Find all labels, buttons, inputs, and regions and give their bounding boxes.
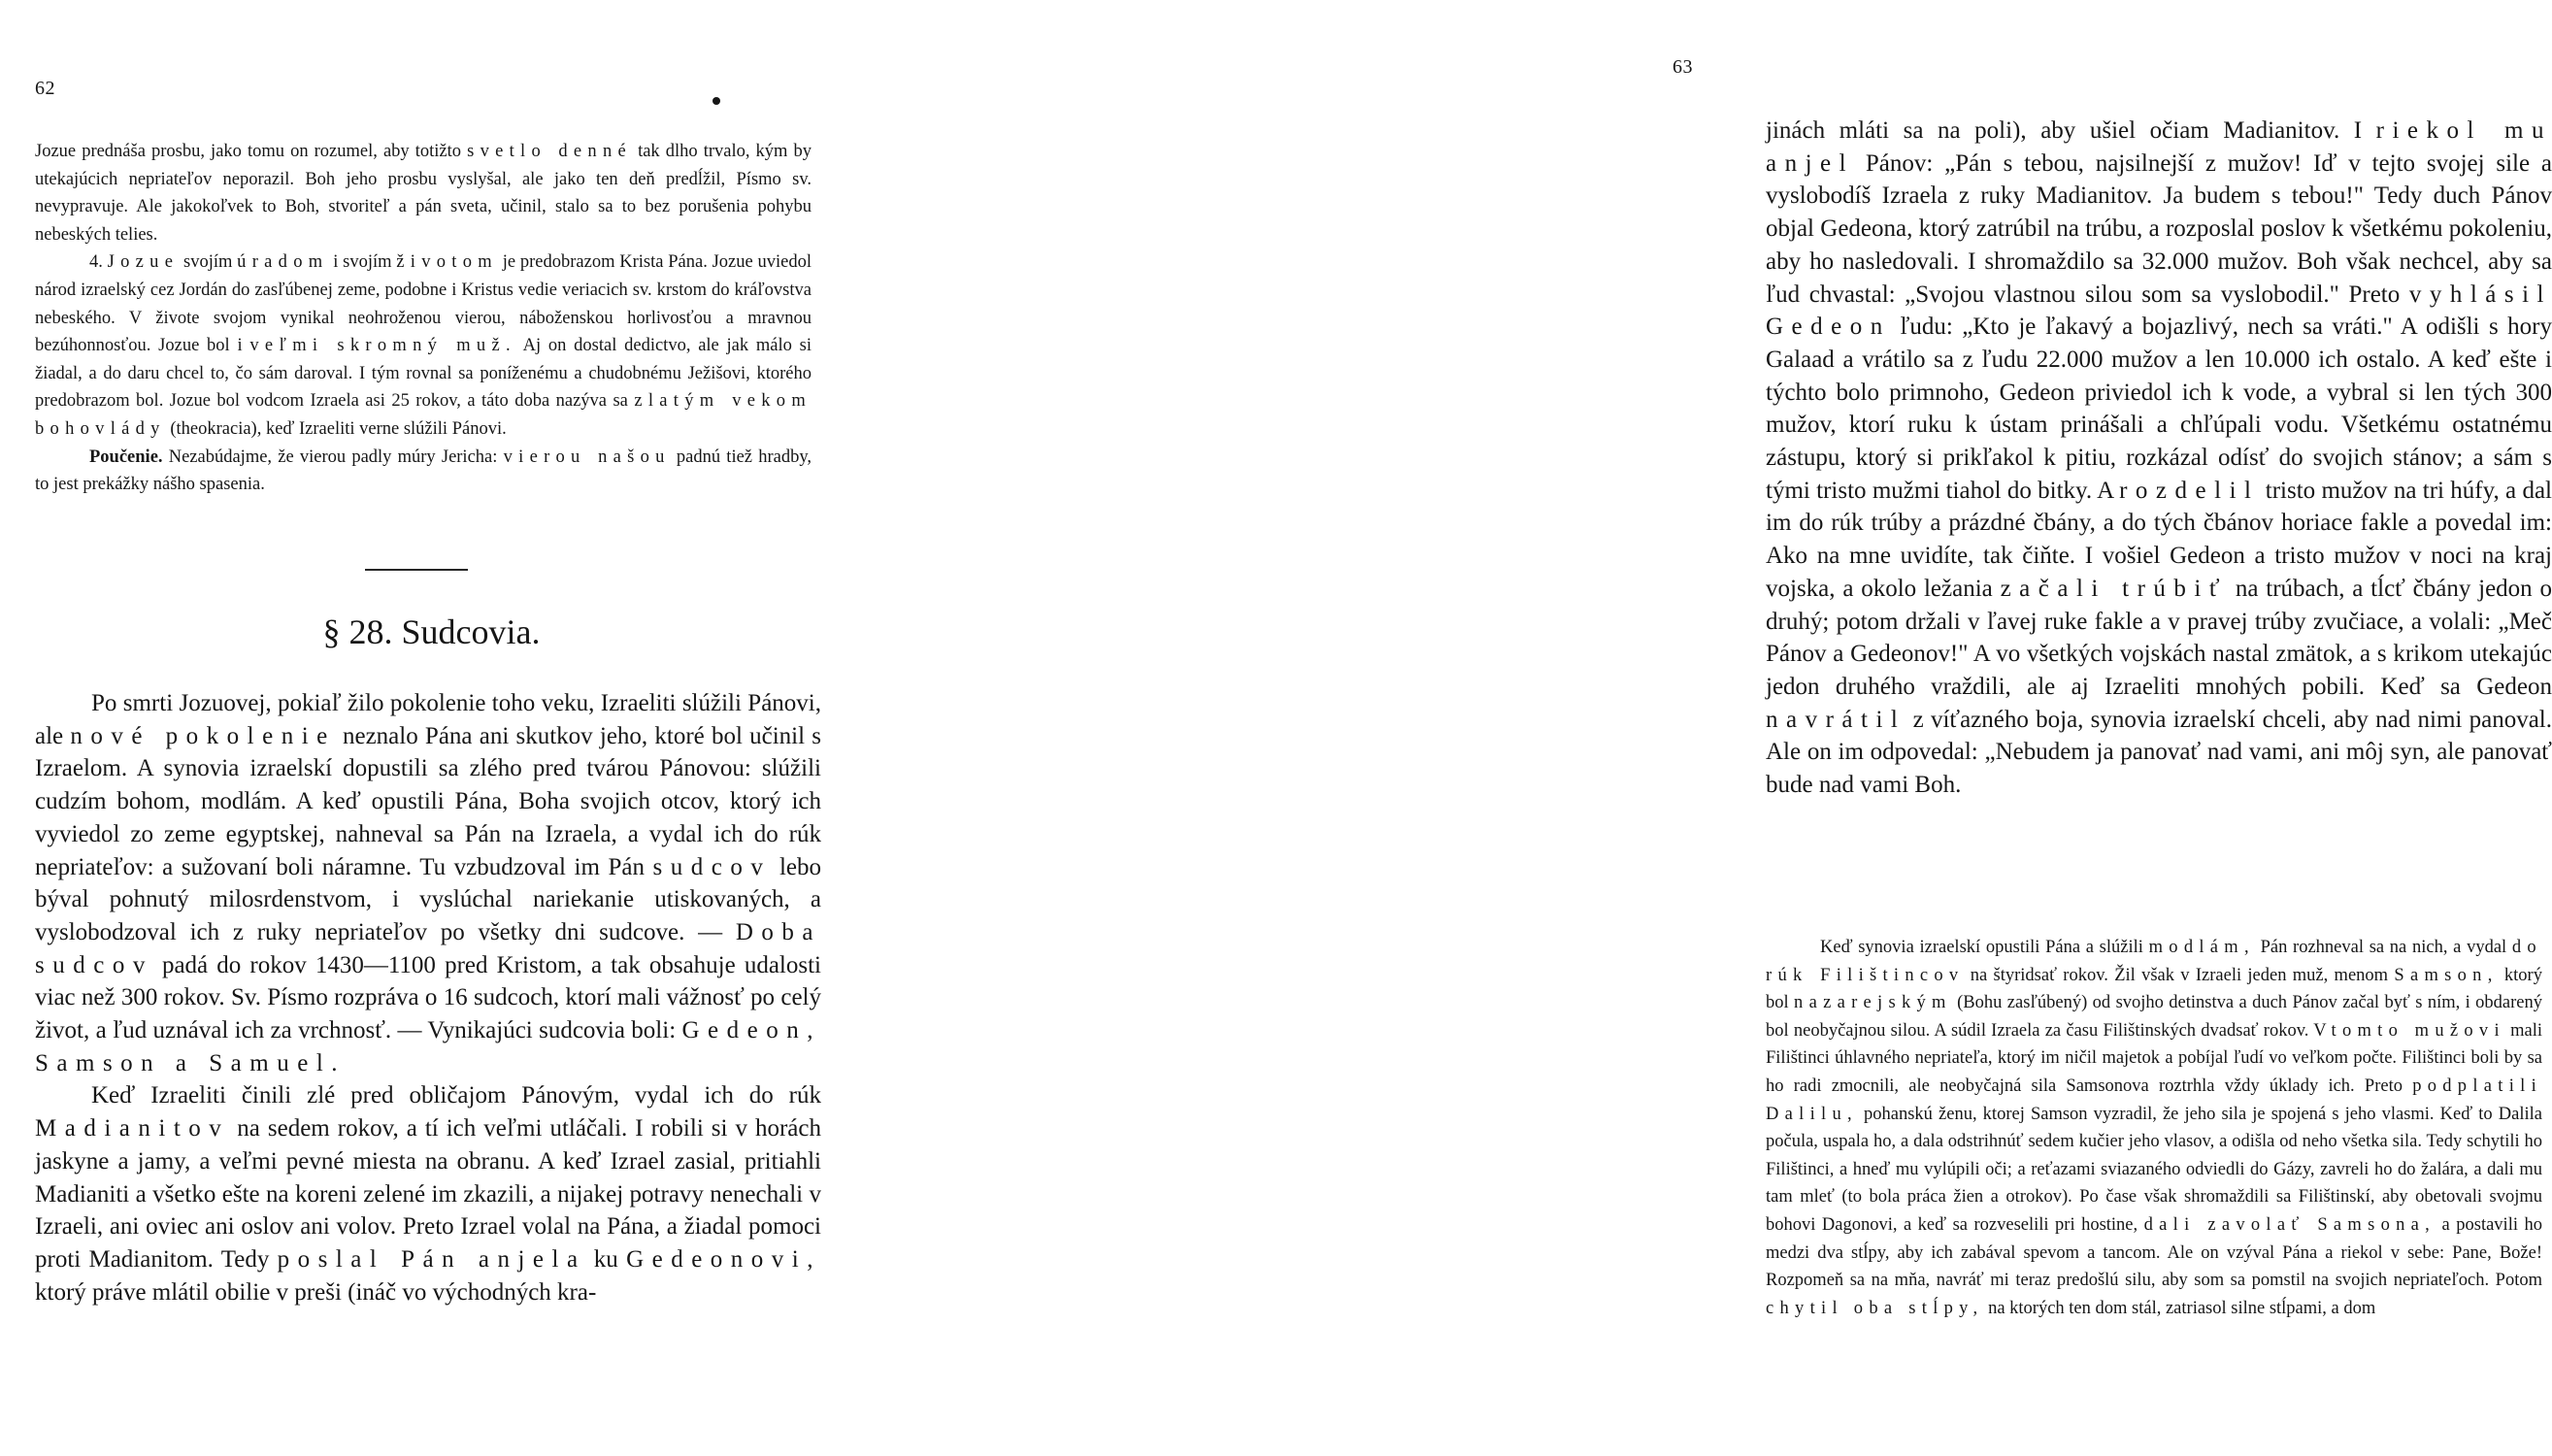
left-page-small-text [35,138,812,499]
left-page [0,0,863,1456]
text-segment: ku [585,1245,627,1273]
text-segment: Po smrti Jozuovej, pokiaľ žilo pokolenie toho veku, Izraeliti slúžili Pánovi, ale [35,690,821,749]
text-segment: (Bohu zasľúbený) od svojho detinstva a duch Pánov začal byť s ním, i obdarený bol neobyčajnou silou. A súdil Izraela za času Filištinských dvadsať rokov. V [1766,993,2543,1041]
right-page-small-text [1766,934,2542,1322]
text-segment: Keď Izraeliti činili zlé pred obličajom Pánovým, vydal ich do rúk [91,1082,821,1109]
paragraph [1766,934,2542,1322]
spaced-emphasis-text: riekol mu anjel [1766,117,2552,177]
left-page-main-text [35,687,821,1308]
paragraph [35,248,812,443]
spaced-emphasis-text: úradom [237,252,329,273]
text-segment: Jozue prednáša prosbu, jako tomu on rozumel, aby totižto [35,142,468,161]
right-page [863,0,2552,1456]
text-segment: pohanskú ženu, ktorej Samson vyzradil, že jeho sila je spojená s jeho vlasmi. Keď to Dalila počula, uspala ho, a dala odstrihnúť sedem kučier jeho vlasov, a odišla od neho všetka sila. Tedy schytili ho Filištinci, a hneď mu vylúpili oči; a reťazami sviazaného odviedli do Gázy, zavreli ho do žalára, a dali mu tam mleť (to bola práca žien a otrokov). Po čase však shromaždili sa Filištinskí, aby obetovali svojmu bohovi Dagonovi, a keď sa rozveselili pri hostine, [1766,1104,2542,1235]
right-page-main-text [1766,115,2552,802]
text-segment: Pán rozhneval sa na nich, a vydal [2254,938,2512,957]
text-segment: padá do rokov 1430—1100 pred Kristom, a tak obsahuje udalosti viac než 300 rokov. Sv. Písmo rozpráva o 16 sudcoch, ktorí mali vážnosť po celý život, a ľud uznával ich za vrchnosť. — Vynikajúci sudcovia boli: [35,951,821,1044]
spaced-emphasis-text: nové pokolenie [70,722,336,749]
spaced-emphasis-text: dali zavolať Samsona, [2143,1214,2436,1235]
text-segment: ľudu: „Kto je ľakavý a bojazlivý, nech sa vráti." A odišli s hory Galaad a vrátilo sa z ľudu 22.000 mužov a len 10.000 ich ostalo. A keď ešte i týchto bolo primnoho, Gedeon priviedol ich k vode, a vybral si len tých 300 mužov, ktorí ruku k ústam prinášali a chľúpali vodu. Všetkému ostatnému zástupu, ktorý si prikľakol k pitiu, rozkázal odísť do svojich stánov; a sám s tými tristo mužmi tiahol do bitky. A [1766,314,2552,504]
spaced-emphasis-text: Gedeonovi, [626,1245,822,1273]
spaced-emphasis-text: sudcov [652,853,772,880]
section-heading: § 28. Sudcovia. [322,612,541,651]
spaced-emphasis-text: podplatili Dalilu, [1766,1075,2542,1124]
spaced-emphasis-text: Gedeon, Samson a Samuel. [35,1017,821,1076]
text-segment: Nezabúdajme, že vierou padly múry Jericha: [162,447,504,467]
bold-label-text: Poučenie. [89,447,163,467]
paragraph [35,1079,821,1308]
text-segment: tristo mužov na tri húfy, a dal im do rúk trúby a prázdné čbány, a do tých čbánov horiace fakle a povedal im: Ako na mne uvidíte, tak čiňte. I vošiel Gedeon a tristo mužov v noci na kraj vojska, a okolo ležania [1766,477,2552,602]
section-divider-rule [365,569,468,571]
text-segment: lebo býval pohnutý milosrdenstvom, i vyslúchal nariekanie utiskovaných, a vyslobodzoval ich z ruky nepriateľov po všetky dni sudcove. — [35,853,821,945]
spaced-emphasis-text: Samson, [2394,965,2499,985]
spaced-emphasis-text: rozdelil [2119,477,2260,504]
spaced-emphasis-text: nazarejským [1794,993,1952,1013]
text-segment: na trúbach, a tĺcť čbány jedon o druhý; potom držali v ľavej ruke fakle a v pravej trúby zvučiace, a volali: „Meč Pánov a Gedeonov!" A vo všetkých vojskách nastal zmätok, a s krikom utekajúc jedon druhého vraždili, ale aj Izraeliti mnohých pobili. Keď sa Gedeon [1766,575,2552,700]
spaced-emphasis-text: modlám, [2148,938,2255,957]
text-segment: z víťazného boja, synovia izraelskí chceli, aby nad nimi panoval. Ale on im odpovedal: „Nebudem ja panovať nad vami, ani môj syn, ale panovať bude nad vami Boh. [1766,706,2552,799]
text-segment: na ktorých ten dom stál, zatriasol silne stĺpami, a dom [1983,1298,2376,1318]
text-segment: neznalo Pána ani skutkov jeho, ktoré bol učinil s Izraelom. A synovia izraelskí dopustili sa zlého pred tvárou Pánovou: slúžili cudzím bohom, modlám. A keď opustili Pána, Boha svojich otcov, ktorý ich vyviedol zo zeme egyptskej, nahneval sa Pán na Izraela, a vydal ich do rúk nepriateľov: a sužovaní boli náramne. Tu vzbudzoval im Pán [35,722,821,880]
right-page-number: 63 [1673,56,1693,78]
text-segment: na sedem rokov, a tí ich veľmi utláčali. I robili si v horách jaskyne a jamy, a veľmi pevné miesta na obranu. A keď Izrael zasial, pritiahli Madianiti a všetko ešte na koreni zelené im zkazili, a nijakej potravy nenechali v Izraeli, ani oviec ani oslov ani volov. Preto Izrael volal na Pána, a žiadal pomoci proti Madianitom. Tedy [35,1115,821,1273]
text-segment: je predobrazom Krista Pána. Jozue uviedol národ izraelský cez Jordán do zasľúbenej zeme, podobne i Kristus vedie veriacich sv. krstom do kráľovstva nebeského. V živote svojom vynikal neohroženou vierou, náboženskou horlivosťou a mravnou bezúhonnosťou. Jozue bol i [35,252,812,356]
text-segment: ktorý bol [1766,965,2542,1013]
paragraph [35,138,812,248]
paragraph [35,444,812,499]
text-segment: tak dlho trvalo, kým by utekajúcich nepriateľov neporazil. Boh jeho prosbu vyslyšal, ale jako ten deň predĺžil, Písmo sv. nevypravuje. Ale jakokoľvek to Boh, stvoriteľ a pán sveta, učinil, stalo sa to bez porušenia pohybu nebeských telies. [35,142,812,245]
text-segment: mali Filištinci úhlavného nepriateľa, ktorý im ničil majetok a pobíjal ľudí vo veľkom počte. Filištinci boli by sa ho radi zmocnili, ale neobyčajná sila Samsonova roztrhla vždy úklady ich. Preto [1766,1020,2542,1096]
spaced-emphasis-text: Doba sudcov [35,918,821,978]
spaced-emphasis-text: Jozue [107,252,180,273]
spaced-emphasis-text: tomto mužovi [2331,1020,2505,1041]
spaced-emphasis-text: chytil oba stĺpy, [1766,1298,1984,1318]
text-segment: Aj on dostal dedictvo, ale jak málo si žiadal, a do daru chcel to, čo sám daroval. I tým rovnal sa poníženému a chudobnému Ježišovi, ktorého predobrazom bol. Jozue bol vodcom Izraela asi 25 rokov, a táto doba nazýva sa [35,336,812,412]
text-segment: padnú tiež hradby, to jest prekážky nášho spasenia. [35,447,812,495]
text-segment: na štyridsať rokov. Žil však v Izraeli jeden muž, menom [1964,965,2395,985]
spaced-emphasis-text: vyhlásil Gedeon [1766,281,2552,341]
text-segment: Keď synovia izraelskí opustili Pána a slúžili [1820,938,2149,957]
text-segment: (theokracia), keď Izraeliti verne slúžili Pánovi. [165,418,507,439]
ink-dot [713,97,720,105]
spaced-emphasis-text: svetlo denné [467,142,632,161]
left-page-number: 62 [35,78,55,99]
spaced-emphasis-text: životom [396,252,498,273]
text-segment: 4. [89,252,108,273]
text-segment: jinách mláti sa na poli), aby ušiel očiam Madianitov. I [1766,117,2376,144]
spaced-emphasis-text: poslal Pán anjela [277,1245,586,1273]
paragraph [1766,115,2552,802]
spaced-emphasis-text: navrátil [1766,706,1906,733]
spaced-emphasis-text: do rúk Filištincov [1766,938,2542,985]
spaced-emphasis-text: veľmi skromný muž. [249,336,516,356]
text-segment: i svojím [328,252,397,273]
spaced-emphasis-text: vierou našou [503,447,671,467]
text-segment: ktorý práve mlátil obilie v preši (ináč vo východných kra- [35,1278,597,1306]
text-segment: svojím [179,252,238,273]
spaced-emphasis-text: zlatým vekom bohovlády [35,391,812,439]
spaced-emphasis-text: Madianitov [35,1115,230,1142]
paragraph [35,687,821,1079]
text-segment: a postavili ho medzi dva stĺpy, aby ich zabával spevom a tancom. Ale on vzýval Pána a riekol v sebe: Pane, Bože! Rozpomeň sa na mňa, navráť mi teraz predošlú silu, aby som sa pomstil na svojich nepriateľoch. Potom [1766,1214,2542,1291]
text-segment: Pánov: „Pán s tebou, najsilnejší z mužov! Iď v tejto svojej sile a vyslobodíš Izraela z ruky Madianitov. Ja budem s tebou!" Tedy duch Pánov objal Gedeona, ktorý zatrúbil na trúbu, a rozposlal poslov k všetkému pokoleniu, aby ho nasledovali. I shromaždilo sa 32.000 mužov. Boh však nechcel, aby sa ľud chvastal: „Svojou vlastnou silou som sa vyslobodil." Preto [1766,149,2552,308]
spaced-emphasis-text: začali trúbiť [2000,575,2229,602]
